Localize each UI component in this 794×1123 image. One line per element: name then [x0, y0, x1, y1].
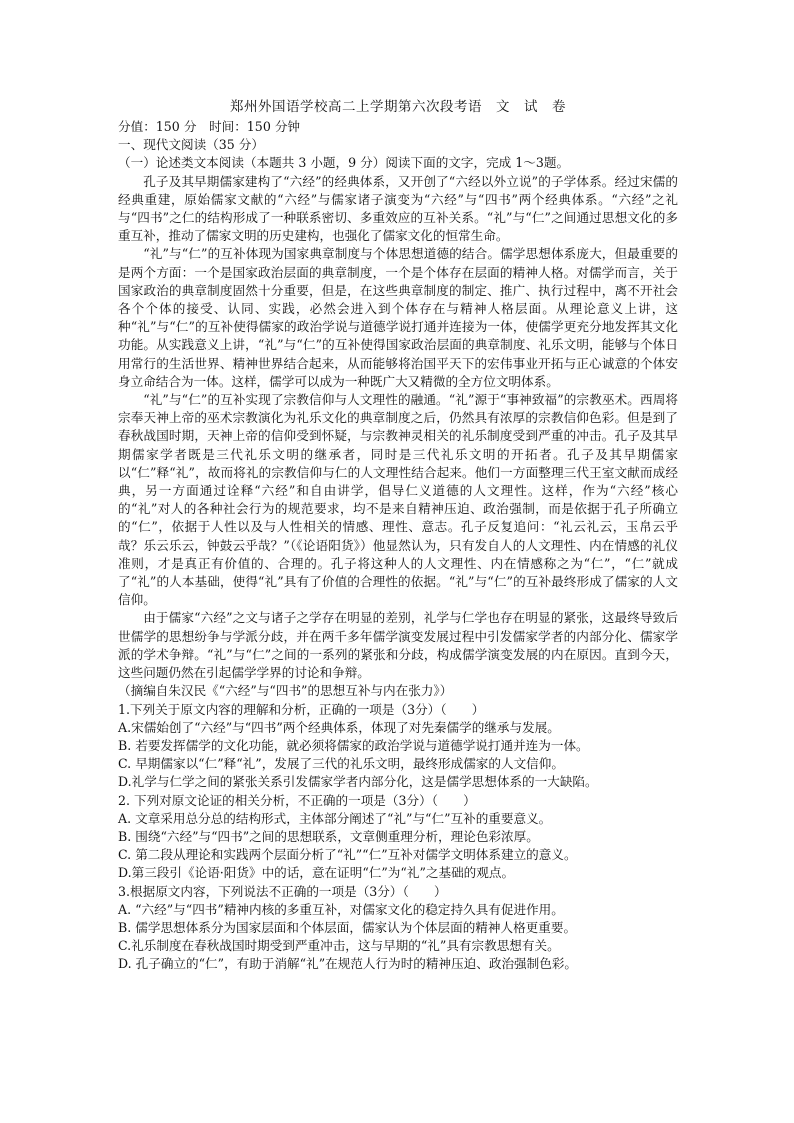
- exam-title: 郑州外国语学校高二上学期第六次段考语 文 试 卷: [230, 99, 566, 115]
- question-3-stem: 3.根据原文内容，下列说法不正确的一项是（3分）（ ）: [118, 883, 447, 899]
- passage-paragraph-2: “礼”与“仁”的互补体现为国家典章制度与个体思想道德的结合。儒学思想体系庞大，但最重要的是两个方面：一个是国家政治层面的典章制度，一个是个体存在层面的精神人格。对儒学而言，关于国家政治的典章制度固然十分重要，但是，在这些典章制度的制定、推广、执行过程中，离不开社会各个个体的接受、认同、实践，必然会进入到个体存在与精神人格层面。从理论意义上讲，这种“礼”与“仁”的互补使得儒家的政治学说与道德学说打通并连接为一体，使儒学更充分地发挥其文化功能。从实践意义上讲，“礼”与“仁”的互补使得国家政治层面的典章制度、礼乐文明，能够与个体日用常行的生活世界、精神世界结合起来，从而能够将治国平天下的宏伟事业开拓与正心诚意的个体安身立命结合为一体。这样，儒学可以成为一种既广大又精微的全方位文明体系。: [118, 246, 678, 389]
- question-3-option-c: C.礼乐制度在春秋战国时期受到严重冲击，这与早期的“礼”具有宗教思想有关。: [118, 938, 560, 954]
- question-2-option-c: C. 第二段从理论和实践两个层面分析了“礼”“仁”互补对儒学文明体系建立的意义。: [118, 847, 577, 863]
- question-2-stem: 2. 下列对原文论证的相关分析，不正确的一项是（3分）（ ）: [118, 792, 476, 808]
- section-heading: 一、现代文阅读（35 分）: [118, 137, 264, 153]
- question-3-option-a: A. “六经”与“四书”精神内核的多重互补，对儒家文化的稳定持久具有促进作用。: [118, 901, 564, 917]
- question-2-option-a: A. 文章采用总分总的结构形式，主体部分阐述了“礼”与“仁”互补的重要意义。: [118, 810, 552, 826]
- question-2-option-b: B. 围绕“六经”与“四书”之间的思想联系，文章侧重理分析，理论色彩浓厚。: [118, 828, 539, 844]
- passage-paragraph-4: 由于儒家“六经”之文与诸子之学存在明显的差别，礼学与仁学也存在明显的紧张，这最终导致后世儒学的思想纷争与学派分歧，并在两千多年儒学演变发展过程中引发儒家学者的内部分化、儒家学派的学术争辩。“礼”与“仁”之间的一系列的紧张和分歧，构成儒学演变发展的内在原因。直到今天，这些问题仍然在引起儒学学界的讨论和争辩。: [118, 610, 678, 681]
- passage-source: （摘编自朱汉民《“六经”与“四书”的思想互补与内在张力》）: [118, 683, 453, 699]
- passage-paragraph-1: 孔子及其早期儒家建构了“六经”的经典体系，又开创了“六经以外立说”的子学体系。经过宋儒的经典重建，原始儒家文献的“六经”与儒家诸子演变为“六经”与“四书”两个经典体系。“六经”之礼与“四书”之仁的结构形成了一种联系密切、多重效应的互补关系。“礼”与“仁”之间通过思想文化的多重互补，推动了儒家文明的历史建构，也强化了儒家文化的恒常生命。: [118, 173, 678, 244]
- question-3-option-d: D. 孔子确立的“仁”，有助于消解“礼”在规范人行为时的精神压迫、政治强制色彩。: [118, 956, 578, 972]
- question-3-option-b: B. 儒学思想体系分为国家层面和个体层面，儒家认为个体层面的精神人格更重要。: [118, 919, 577, 935]
- question-1-stem: 1.下列关于原文内容的理解和分析，正确的一项是（3分）（ ）: [118, 701, 485, 717]
- question-1-option-c: C. 早期儒家以“仁”释“礼”，发展了三代的礼乐文明，最终形成儒家的人文信仰。: [118, 756, 564, 772]
- passage-paragraph-3: “礼”与“仁”的互补实现了宗教信仰与人文理性的融通。“礼”源于“事神致福”的宗教巫术。西周将宗奉天神上帝的巫术宗教演化为礼乐文化的典章制度之后，仍然具有浓厚的宗教信仰色彩。但是到了春秋战国时期，天神上帝的信仰受到怀疑，与宗教神灵相关的礼乐制度受到严重的冲击。孔子及其早期儒家学者既是三代礼乐文明的继承者，同时是三代礼乐文明的开拓者。孔子及其早期儒家以“仁”释“礼”，故而将礼的宗教信仰与仁的人文理性结合起来。他们一方面整理三代王室文献而成经典，另一方面通过诠释“六经”和自由讲学，倡导仁义道德的人文理性。这样，作为“六经”核心的“礼”对人的各种社会行为的规范要求，均不是来自精神压迫、政治强制，而是依据于孔子所确立的“仁”，依据于人性以及与人性相关的情感、理性、意志。孔子反复追问：“礼云礼云，玉帛云乎哉？乐云乐云，钟鼓云乎哉？”（《论语阳货》）他显然认为，只有发自人的人文理性、内在情感的礼仪准则，才是真正有价值的、合理的。孔子将这种人的人文理性、内在情感称之为“仁”，“仁”就成了“礼”的人本基础，使得“礼”具有了价值的合理性的依据。“礼”与“仁”的互补最终形成了儒家的人文信仰。: [118, 392, 678, 608]
- question-1-option-b: B. 若要发挥儒学的文化功能，就必须将儒家的政治学说与道德学说打通并连为一体。: [118, 737, 589, 753]
- question-1-option-d: D.礼学与仁学之间的紧张关系引发儒家学者内部分化，这是儒学思想体系的一大缺陷。: [118, 774, 598, 790]
- question-1-option-a: A.宋儒始创了“六经”与“四书”两个经典体系，体现了对先秦儒学的继承与发展。: [118, 719, 560, 735]
- section-subheading: （一）论述类文本阅读（本题共 3 小题，9 分）阅读下面的文字，完成 1～3题。: [118, 155, 570, 171]
- exam-page: [118, 98, 678, 974]
- question-2-option-d: D.第三段引《论语·阳货》中的话，意在证明“仁”为“礼”之基础的观点。: [118, 865, 515, 881]
- exam-meta: 分值：150 分 时间：150 分钟: [118, 119, 301, 134]
